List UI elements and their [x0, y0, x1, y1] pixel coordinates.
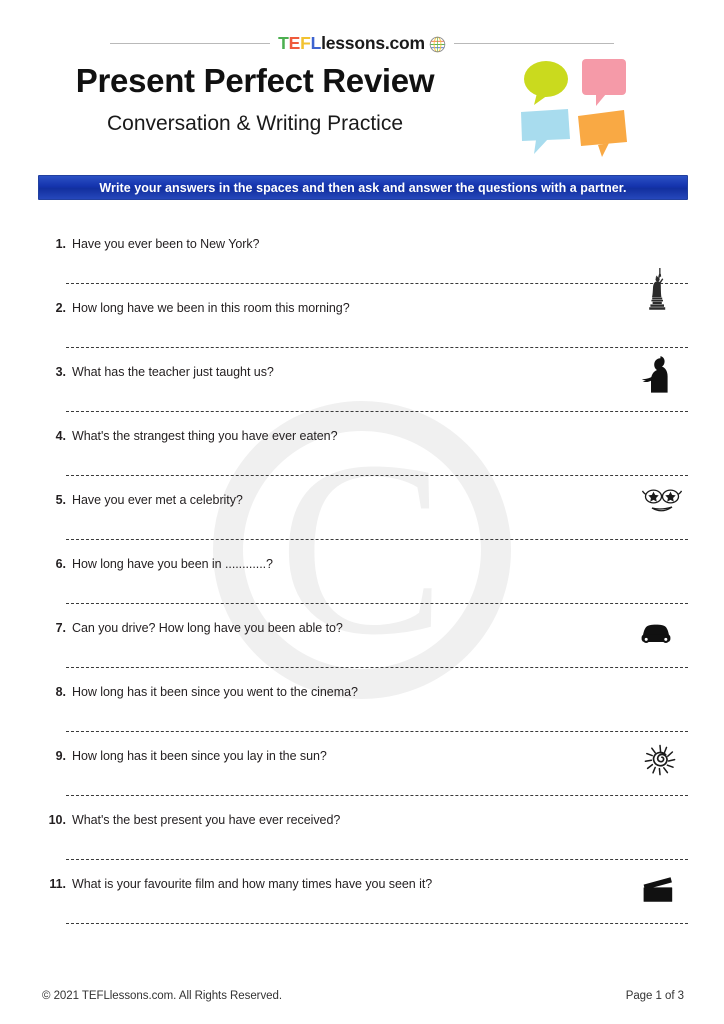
- answer-line[interactable]: [66, 283, 688, 284]
- brand-rule-right: [454, 43, 614, 44]
- star-sunglasses-face-icon: [640, 480, 684, 524]
- answer-line[interactable]: [66, 731, 688, 732]
- sun-icon: [638, 738, 682, 782]
- question-text: How long have you been in ............?: [72, 557, 273, 571]
- question-number: 9.: [55, 749, 66, 763]
- speech-bubble-orange: [578, 110, 627, 157]
- answer-line[interactable]: [66, 411, 688, 412]
- answer-line[interactable]: [66, 539, 688, 540]
- question-number: 1.: [55, 237, 66, 251]
- question-list: [38, 228, 688, 932]
- question-text: Have you ever met a celebrity?: [72, 493, 243, 507]
- question-number: 3.: [55, 365, 66, 379]
- question-item: [38, 484, 688, 548]
- question-item: [38, 292, 688, 356]
- question-text: Can you drive? How long have you been able to?: [72, 621, 343, 635]
- brand-letter-l: L: [310, 32, 322, 53]
- question-number: 7.: [55, 621, 66, 635]
- question-text: What has the teacher just taught us?: [72, 365, 274, 379]
- question-item: [38, 804, 688, 868]
- speech-bubbles-artwork: [512, 55, 632, 157]
- question-item: [38, 740, 688, 804]
- answer-line[interactable]: [66, 475, 688, 476]
- title-block: [0, 62, 510, 136]
- question-item: [38, 356, 688, 420]
- question-item: [38, 228, 688, 292]
- question-item: [38, 420, 688, 484]
- question-text: What is your favourite film and how many times have you seen it?: [72, 877, 433, 891]
- page-footer: [42, 990, 684, 1002]
- answer-line[interactable]: [66, 347, 688, 348]
- instruction-text: Write your answers in the spaces and then ask and answer the questions with a partner.: [99, 180, 627, 195]
- page-subtitle: Conversation & Writing Practice: [106, 111, 404, 135]
- question-text: How long have we been in this room this morning?: [72, 301, 350, 315]
- answer-line[interactable]: [66, 603, 688, 604]
- speech-bubble-blue: [521, 109, 570, 154]
- globe-icon: [429, 36, 446, 53]
- question-number: 5.: [55, 493, 66, 507]
- question-item: [38, 676, 688, 740]
- question-text: Have you ever been to New York?: [72, 237, 260, 251]
- question-text: What's the strangest thing you have ever eaten?: [72, 429, 338, 443]
- speech-bubble-green: [524, 61, 568, 105]
- question-text: What's the best present you have ever received?: [72, 813, 341, 827]
- brand-letter-f: F: [300, 32, 311, 53]
- teacher-silhouette-icon: [636, 353, 680, 397]
- question-number: 2.: [55, 301, 66, 315]
- question-item: [38, 548, 688, 612]
- answer-line[interactable]: [66, 859, 688, 860]
- answer-line[interactable]: [66, 923, 688, 924]
- brand-header: [0, 30, 724, 56]
- question-number: 6.: [55, 557, 66, 571]
- question-item: [38, 612, 688, 676]
- question-text: How long has it been since you went to the cinema?: [72, 685, 358, 699]
- brand-letter-t: T: [278, 32, 289, 53]
- brand-letter-e: E: [288, 32, 301, 53]
- brand-wordmark: [278, 33, 446, 54]
- page-title: Present Perfect Review: [75, 62, 435, 99]
- car-icon: [634, 613, 678, 657]
- question-number: 10.: [48, 813, 66, 827]
- question-number: 11.: [49, 877, 66, 891]
- page-number: Page 1 of 3: [625, 990, 684, 1002]
- statue-of-liberty-icon: [636, 268, 680, 312]
- question-text: How long has it been since you lay in the sun?: [72, 749, 327, 763]
- copyright-text: © 2021 TEFLlessons.com. All Rights Reserved.: [42, 990, 283, 1002]
- answer-line[interactable]: [66, 795, 688, 796]
- brand-rule-left: [110, 43, 270, 44]
- instruction-banner: [38, 175, 688, 200]
- clapperboard-icon: [636, 867, 680, 911]
- speech-bubble-pink: [582, 59, 626, 106]
- question-number: 4.: [55, 429, 66, 443]
- question-number: 8.: [55, 685, 66, 699]
- question-item: [38, 868, 688, 932]
- answer-line[interactable]: [66, 667, 688, 668]
- brand-domain-text: lessons.com: [321, 32, 425, 53]
- svg-text:C: C: [278, 410, 446, 687]
